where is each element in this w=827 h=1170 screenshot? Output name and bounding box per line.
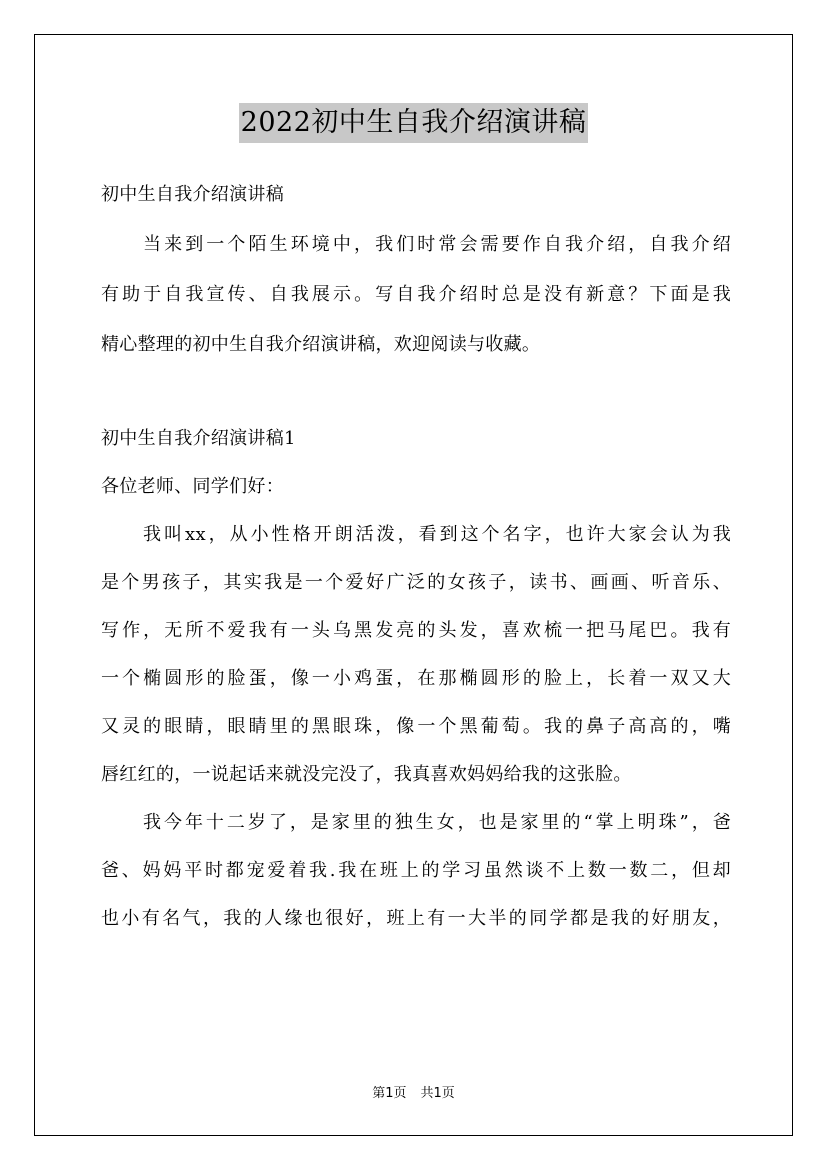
greeting: 各位老师、同学们好： <box>101 476 284 497</box>
paragraph-line: 唇红红的，一说起话来就没完没了，我真喜欢妈妈给我的这张脸。 <box>101 764 632 785</box>
paragraph-line: 我今年十二岁了，是家里的独生女，也是家里的“掌上明珠”，爸 <box>143 812 731 833</box>
section-heading: 初中生自我介绍演讲稿1 <box>101 428 296 449</box>
paragraph-line: 又灵的眼睛，眼睛里的黑眼珠，像一个黑葡萄。我的鼻子高高的，嘴 <box>101 716 731 737</box>
title-container <box>0 103 827 143</box>
page-total: 共1页 <box>420 1086 455 1101</box>
paragraph-line: 一个椭圆形的脸蛋，像一小鸡蛋，在那椭圆形的脸上，长着一双又大 <box>101 668 731 689</box>
document-body <box>101 170 731 943</box>
page-footer <box>0 1082 827 1101</box>
paragraph-line: 写作，无所不爱我有一头乌黑发亮的头发，喜欢梳一把马尾巴。我有 <box>101 620 731 641</box>
paragraph-line: 也小有名气，我的人缘也很好，班上有一大半的同学都是我的好朋友， <box>101 908 731 929</box>
page-number: 第1页 <box>372 1086 407 1101</box>
paragraph-line: 是个男孩子，其实我是一个爱好广泛的女孩子，读书、画画、听音乐、 <box>101 572 731 593</box>
document-subtitle: 初中生自我介绍演讲稿 <box>101 184 284 205</box>
paragraph-line: 爸、妈妈平时都宠爱着我.我在班上的学习虽然谈不上数一数二，但却 <box>101 860 731 881</box>
intro-line: 有助于自我宣传、自我展示。写自我介绍时总是没有新意？下面是我 <box>101 284 731 305</box>
paragraph-spacer <box>101 370 731 415</box>
intro-line: 当来到一个陌生环境中，我们时常会需要作自我介绍，自我介绍 <box>143 234 731 255</box>
intro-line: 精心整理的初中生自我介绍演讲稿，欢迎阅读与收藏。 <box>101 334 541 355</box>
paragraph-line: 我叫xx，从小性格开朗活泼，看到这个名字，也许大家会认为我 <box>143 524 731 545</box>
document-title: 2022初中生自我介绍演讲稿 <box>239 103 589 143</box>
